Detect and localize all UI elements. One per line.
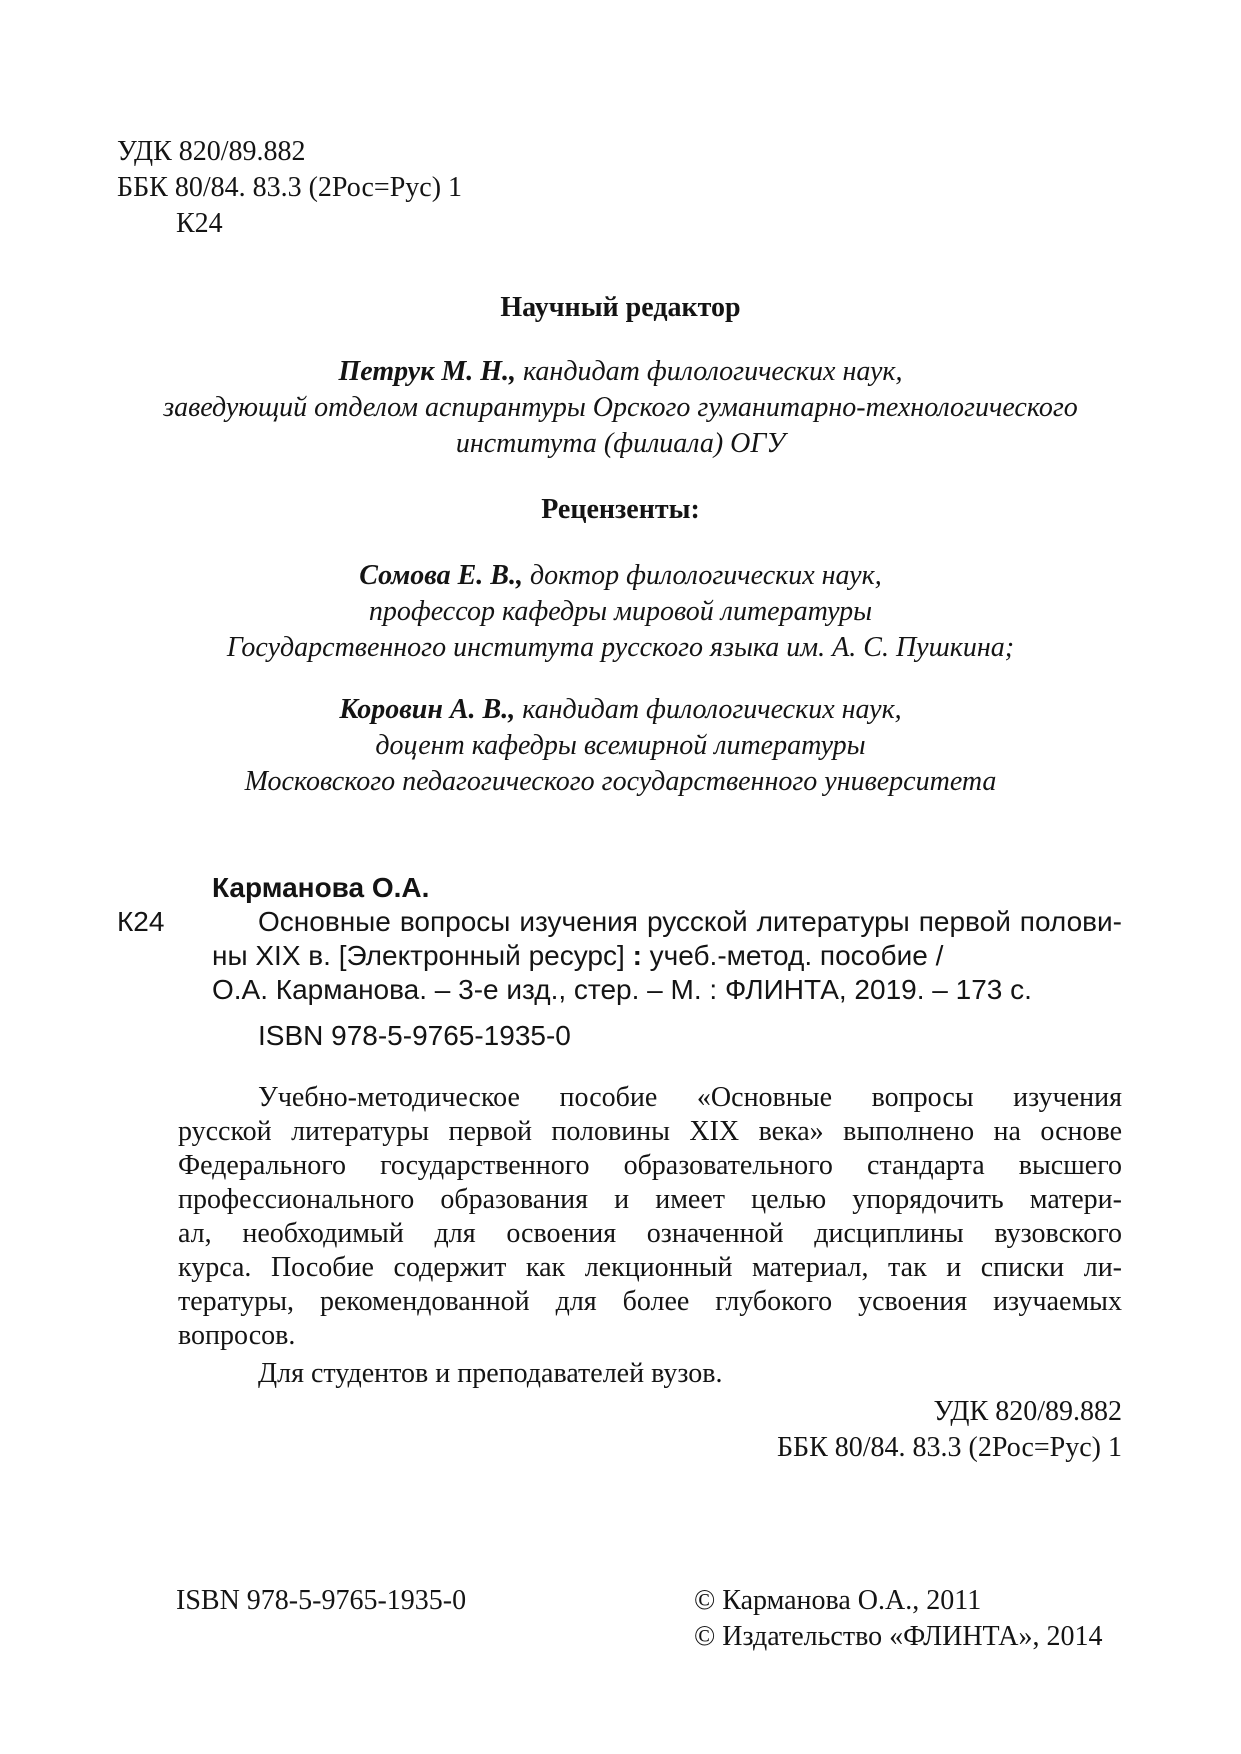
reviewer-2-name: Коровин А. В., <box>339 694 516 725</box>
reviewer-1-line3: Государственного института русского языка им. А. С. Пушкина; <box>226 632 1015 663</box>
catalog-author: Карманова О.А. <box>212 872 430 903</box>
abstract-line-2: русской литературы первой половины XIX века» выполнено на основе <box>178 1116 1122 1147</box>
abstract-line-6: курса. Пособие содержит как лекционный материал, так и списки ли- <box>178 1252 1122 1283</box>
abstract-line-7: тературы, рекомендованной для более глубокого усвоения изучаемых <box>178 1286 1122 1317</box>
catalog-line2: ны XIX в. [Электронный ресурс] : учеб.-метод. пособие / <box>212 940 944 971</box>
code-top: К24 <box>176 208 223 239</box>
catalog-isbn: ISBN 978-5-9765-1935-0 <box>258 1020 571 1051</box>
reviewer-1-line1: Сомова Е. В., доктор филологических наук, <box>359 560 882 591</box>
abstract-line-5: ал, необходимый для освоения означенной дисциплины вузовского <box>178 1218 1122 1249</box>
reviewer-2-line1: Коровин А. В., кандидат филологических наук, <box>339 694 902 725</box>
reviewer-1-line2: профессор кафедры мировой литературы <box>368 596 873 627</box>
abstract-line-3: Федерального государственного образовательного стандарта высшего <box>178 1150 1122 1181</box>
abstract-udk: УДК 820/89.882 <box>933 1396 1122 1427</box>
abstract-line-1: Учебно-методическое пособие «Основные вопросы изучения <box>258 1082 1122 1113</box>
catalog-line3: О.А. Карманова. – 3-е изд., стер. – М. : ФЛИНТА, 2019. – 173 с. <box>212 974 1032 1005</box>
abstract-audience: Для студентов и преподавателей вузов. <box>258 1358 723 1389</box>
abstract-bbk: ББК 80/84. 83.3 (2Рос=Рус) 1 <box>776 1432 1122 1463</box>
reviewer-2-line3: Московского педагогического государственного университета <box>244 766 997 797</box>
bbk-top: ББК 80/84. 83.3 (2Рос=Рус) 1 <box>117 172 463 203</box>
catalog-code: К24 <box>117 906 165 937</box>
footer-copyright-publisher: © Издательство «ФЛИНТА», 2014 <box>694 1621 1103 1652</box>
reviewer-1-name: Сомова Е. В., <box>359 560 523 591</box>
editor-line3: института (филиала) ОГУ <box>455 428 786 459</box>
footer-copyright-author: © Карманова О.А., 2011 <box>694 1585 982 1616</box>
editor-line2: заведующий отделом аспирантуры Орского гуманитарно-технологического <box>163 392 1078 423</box>
reviewers-heading: Рецензенты: <box>541 494 700 525</box>
editor-line1: Петрук М. Н., кандидат филологических наук, <box>338 356 903 387</box>
catalog-line1: Основные вопросы изучения русской литературы первой полови- <box>258 906 1122 937</box>
reviewer-2-line2: доцент кафедры всемирной литературы <box>375 730 866 761</box>
abstract-line-4: профессионального образования и имеет целью упорядочить матери- <box>178 1184 1122 1215</box>
abstract-line-8: вопросов. <box>178 1320 296 1351</box>
editor-heading: Научный редактор <box>500 292 741 323</box>
editor-name: Петрук М. Н., <box>338 356 517 387</box>
footer-isbn: ISBN 978-5-9765-1935-0 <box>176 1585 467 1616</box>
udk-top: УДК 820/89.882 <box>117 136 306 167</box>
